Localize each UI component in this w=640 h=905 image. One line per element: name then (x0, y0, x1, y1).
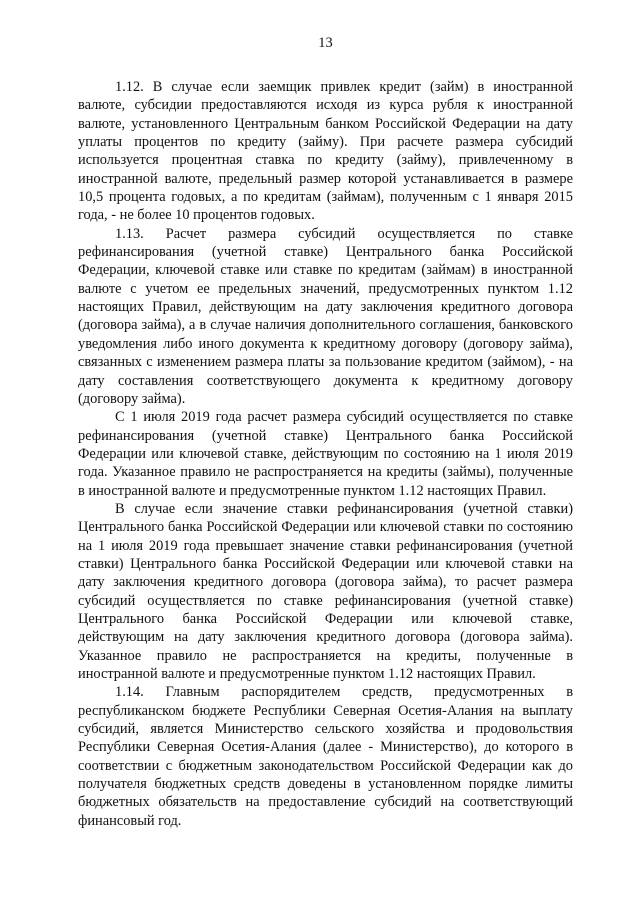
paragraph-rate-exceeds-rule: В случае если значение ставки рефинансирования (учетной ставки) Центрального банка Российской Федерации или ключевой ставки по состоянию на 1 июля 2019 года превышает значение ставки рефинансирования (учетной ставки) Центрального банка Российской Федерации или ключевой ставки на дату заключения кредитного договора (договора займа), то расчет размера субсидий осуществляется по ставке рефинансирования (учетной ставке) Центрального банка Российской Федерации или ключевой ставке, действующим на дату заключения кредитного договора (договора займа). Указанное правило не распространяется на кредиты, полученные в иностранной валюте и предусмотренные пунктом 1.12 настоящих Правил. (78, 500, 573, 682)
paragraph-july-2019-rule: С 1 июля 2019 года расчет размера субсидий осуществляется по ставке рефинансирования (учетной ставке) Центрального банка Российской Федерации или ключевой ставке, действующим по состоянию на 1 июля 2019 года. Указанное правило не распространяется на кредиты (займы), полученные в иностранной валюте и предусмотренные пунктом 1.12 настоящих Правил. (78, 409, 573, 499)
paragraph-1-14: 1.14. Главным распорядителем средств, предусмотренных в республиканском бюджете Республики Северная Осетия-Алания на выплату субсидий, является Министерство сельского хозяйства и продовольствия Республики Северная Осетия-Алания (далее - Министерство), до которого в соответствии с бюджетным законодательством Российской Федерации как до получателя бюджетных средств доведены в установленном порядке лимиты бюджетных обязательств на предоставление субсидий на соответствующий финансовый год. (78, 684, 573, 829)
paragraph-1-13: 1.13. Расчет размера субсидий осуществляется по ставке рефинансирования (учетной ставке) Центрального банка Российской Федерации, ключевой ставке или ставке по кредитам (займам) в иностранной валюте с учетом ее предельных значений, предусмотренных пунктом 1.12 настоящих Правил, действующим на дату заключения кредитного договора (договора займа), а в случае наличия дополнительного соглашения, банковского уведомления либо иного документа к кредитному договору (договору займа), связанных с изменением размера платы за пользование кредитом (займом), - на дату составления соответствующего документа к кредитному договору (договору займа). (78, 225, 573, 407)
paragraph-1-12: 1.12. В случае если заемщик привлек кредит (займ) в иностранной валюте, субсидии предоставляются исходя из курса рубля к иностранной валюте, установленного Центральным банком Российской Федерации на дату уплаты процентов по кредиту (займу). При расчете размера субсидий используется процентная ставка по кредиту (займу), привлеченному в иностранной валюте, предельный размер которой устанавливается в размере 10,5 процента годовых, а по кредитам (займам), полученным с 1 января 2015 года, - не более 10 процентов годовых. (78, 79, 573, 224)
page-number: 13 (318, 35, 333, 51)
